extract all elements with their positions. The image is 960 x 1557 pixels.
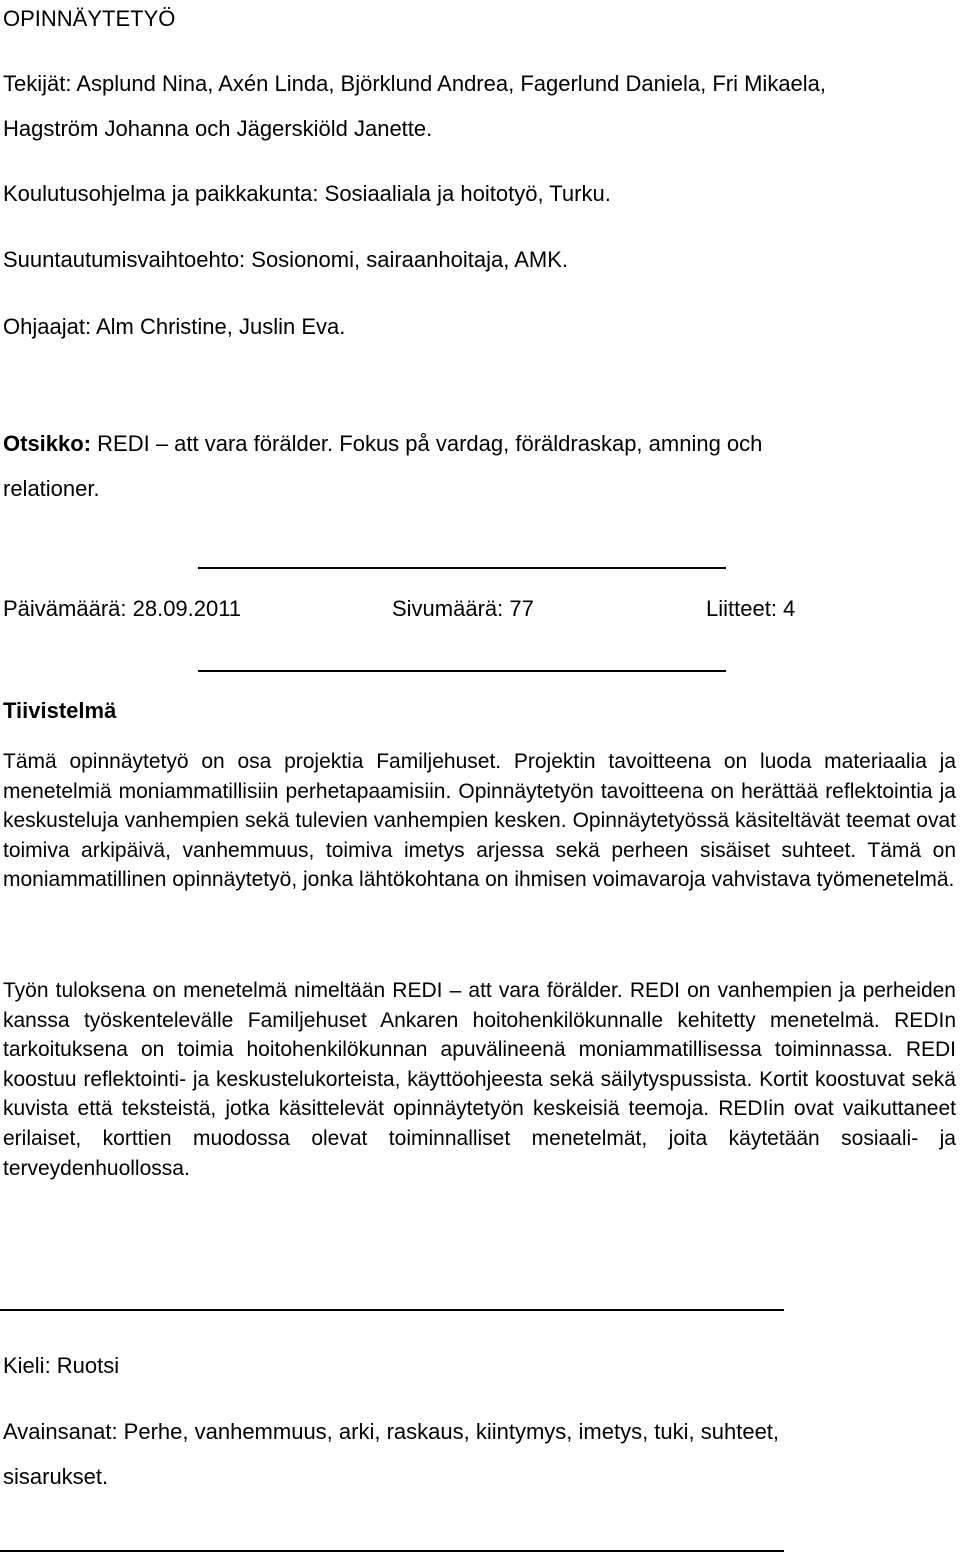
keywords-line-2: sisarukset. — [3, 1464, 109, 1489]
meta-row — [3, 594, 953, 624]
program-line: Koulutusohjelma ja paikkakunta: Sosiaaliala ja hoitotyö, Turku. — [3, 181, 611, 206]
divider-top — [198, 567, 726, 569]
attachments-field: Liitteet: 4 — [706, 596, 796, 621]
abstract-paragraph-1: Tämä opinnäytetyö on osa projektia Familjehuset. Projektin tavoitteena on luoda materiaalia ja menetelmiä moniammatillisiin perhetapaamisiin. Opinnäytetyön tavoitteena on herättää reflektointia ja keskusteluja vanhempien sekä tulevien vanhempien kesken. Opinnäytetyössä käsiteltävät teemat ovat toimiva arkipäivä, vanhemmuus, toimiva imetys arjessa sekä perheen sisäiset suhteet. Tämä on moniammatillinen opinnäytetyö, jonka lähtökohtana on ihmisen voimavaroja vahvistava työmenetelmä. — [3, 750, 956, 892]
divider-lower — [0, 1309, 784, 1311]
date-field: Päivämäärä: 28.09.2011 — [3, 596, 242, 621]
abstract-body — [3, 747, 956, 895]
divider-bottom — [0, 1550, 784, 1552]
authors-line-2: Hagström Johanna och Jägerskiöld Janette. — [3, 116, 433, 141]
subject-text: REDI – att vara förälder. Fokus på vardag, föräldraskap, amning och — [97, 431, 763, 456]
authors-line-1: Tekijät: Asplund Nina, Axén Linda, Björklund Andrea, Fagerlund Daniela, Fri Mikaela, — [3, 71, 827, 96]
language-line: Kieli: Ruotsi — [3, 1353, 120, 1378]
abstract-heading: Tiivistelmä — [3, 698, 117, 723]
abstract-paragraph-2: Työn tuloksena on menetelmä nimeltään REDI – att vara förälder. REDI on vanhempien ja perheiden kanssa työskentelevälle Familjehuset Ankaren hoitohenkilökunnalle kehitetty menetelmä. REDIn tarkoituksena on toimia hoitohenkilökunnan apuvälineenä moniammatillisessa toiminnassa. REDI koostuu reflektointi- ja keskustelukorteista, käyttöohjeesta sekä säilytyspussista. Kortit koostuvat sekä kuvista että teksteistä, jotka käsittelevät opinnäytetyön keskeisiä teemoja. REDIin ovat vaikuttaneet erilaiset, korttien muodossa olevat toiminnalliset menetelmät, joita käytetään sosiaali- ja terveydenhuollossa. — [3, 979, 956, 1180]
abstract-body-2 — [3, 976, 956, 1183]
subject-line-2: relationer. — [3, 476, 100, 501]
orientation-line: Suuntautumisvaihtoehto: Sosionomi, sairaanhoitaja, AMK. — [3, 247, 568, 272]
supervisors-line: Ohjaajat: Alm Christine, Juslin Eva. — [3, 314, 346, 339]
keywords-line-1: Avainsanat: Perhe, vanhemmuus, arki, raskaus, kiintymys, imetys, tuki, suhteet, — [3, 1419, 780, 1444]
subject-label: Otsikko: — [3, 431, 92, 456]
pages-field: Sivumäärä: 77 — [392, 596, 534, 621]
page-title: OPINNÄYTETYÖ — [3, 6, 176, 31]
divider-middle — [198, 670, 726, 672]
subject-line-1 — [3, 429, 762, 459]
